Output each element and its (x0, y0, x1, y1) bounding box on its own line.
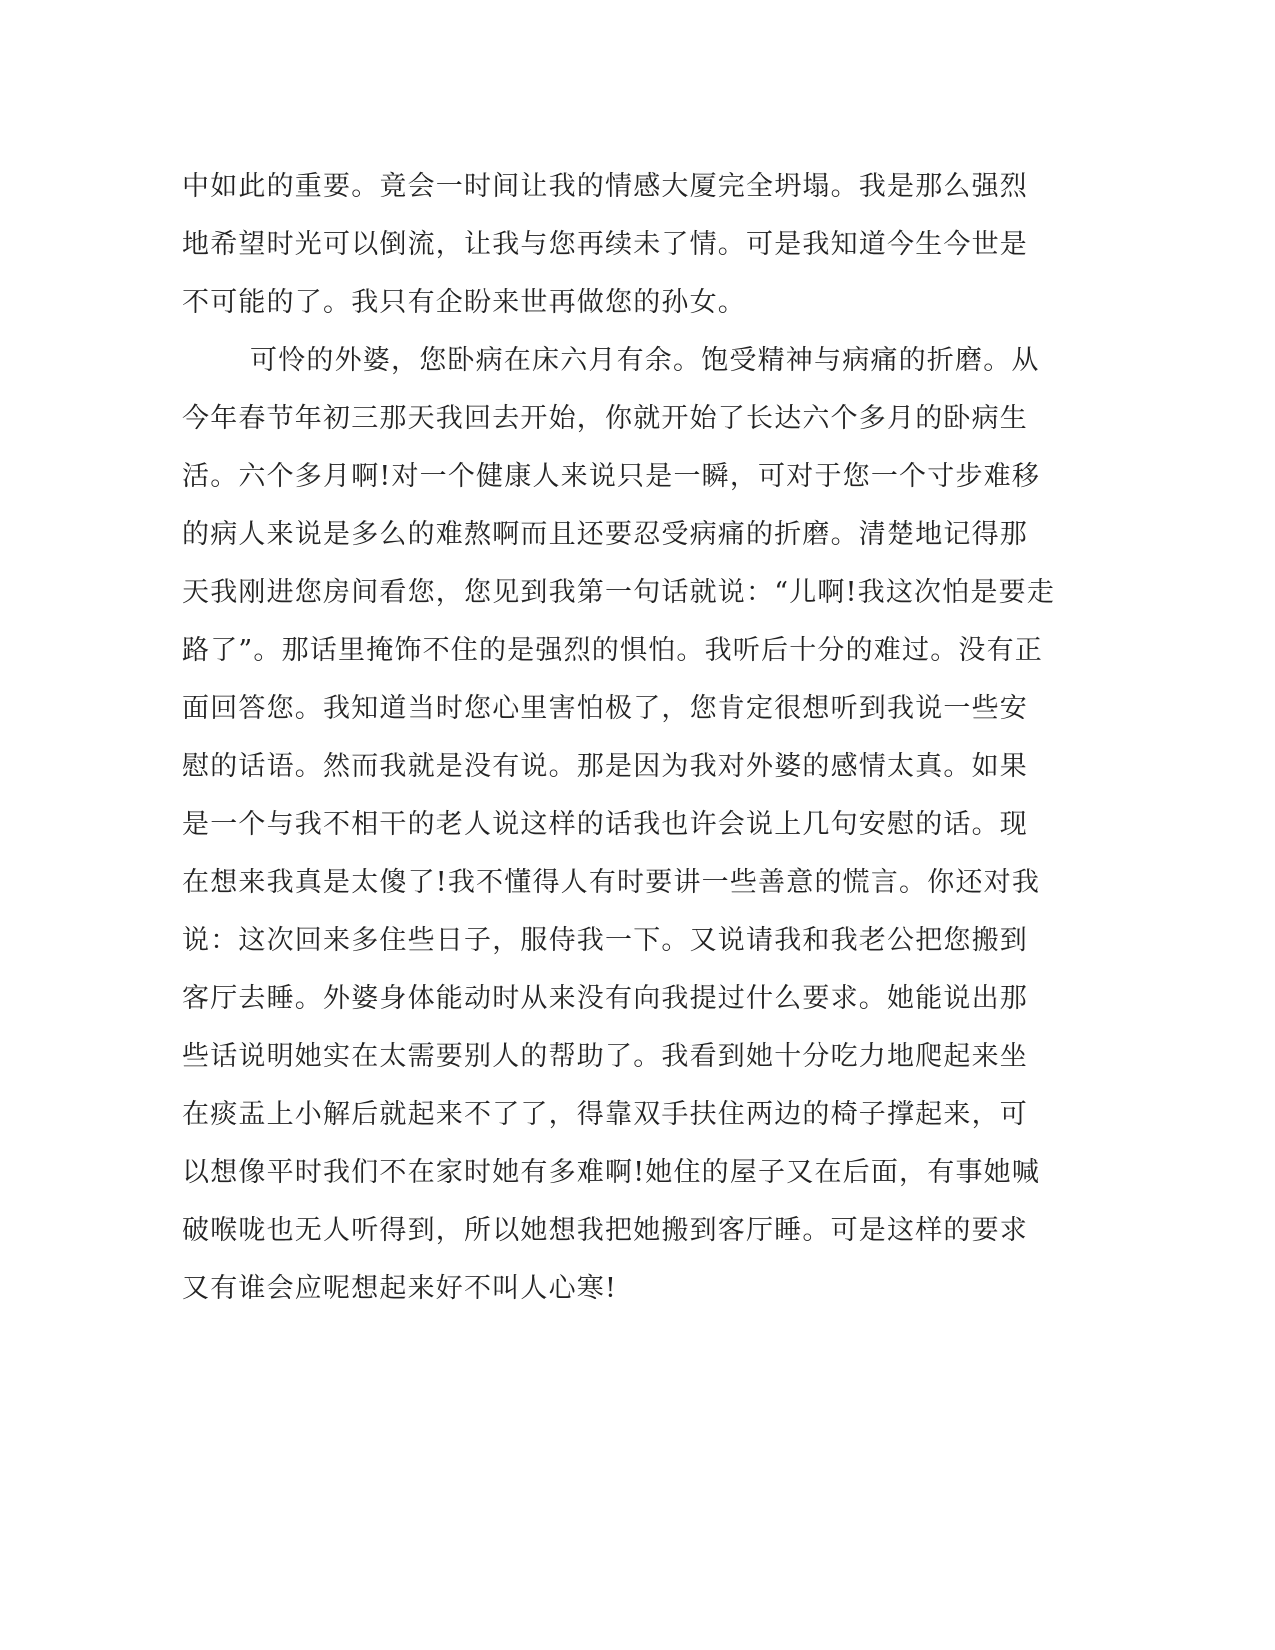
text-line: 地希望时光可以倒流，让我与您再续未了情。可是我知道今生今世是 (182, 229, 1028, 260)
text-line: 以想像平时我们不在家时她有多难啊!她住的屋子又在后面，有事她喊 (182, 1157, 1041, 1188)
text-line: 不可能的了。我只有企盼来世再做您的孙女。 (182, 287, 746, 318)
text-line: 活。六个多月啊!对一个健康人来说只是一瞬，可对于您一个寸步难移 (182, 461, 1041, 492)
text-line: 是一个与我不相干的老人说这样的话我也许会说上几句安慰的话。现 (182, 809, 1028, 840)
text-line: 中如此的重要。竟会一时间让我的情感大厦完全坍塌。我是那么强烈 (182, 171, 1028, 202)
text-line: 路了”。那话里掩饰不住的是强烈的惧怕。我听后十分的难过。没有正 (182, 635, 1044, 666)
text-line: 的病人来说是多么的难熬啊而且还要忍受病痛的折磨。清楚地记得那 (182, 519, 1028, 550)
text-line: 慰的话语。然而我就是没有说。那是因为我对外婆的感情太真。如果 (182, 751, 1028, 782)
text-line: 在想来我真是太傻了!我不懂得人有时要讲一些善意的慌言。你还对我 (182, 867, 1041, 898)
text-line: 客厅去睡。外婆身体能动时从来没有向我提过什么要求。她能说出那 (182, 983, 1028, 1014)
text-line: 面回答您。我知道当时您心里害怕极了，您肯定很想听到我说一些安 (182, 693, 1028, 724)
text-line: 在痰盂上小解后就起来不了了，得靠双手扶住两边的椅子撑起来，可 (182, 1099, 1028, 1130)
paragraph-first-line: 可怜的外婆，您卧病在床六月有余。饱受精神与病痛的折磨。从 (250, 345, 1040, 376)
text-line: 今年春节年初三那天我回去开始，你就开始了长达六个多月的卧病生 (182, 403, 1028, 434)
text-line: 说：这次回来多住些日子，服侍我一下。又说请我和我老公把您搬到 (182, 925, 1028, 956)
text-line: 又有谁会应呢想起来好不叫人心寒! (182, 1273, 618, 1304)
text-line: 天我刚进您房间看您，您见到我第一句话就说：“儿啊!我这次怕是要走 (182, 577, 1056, 608)
body-text (182, 158, 1056, 1318)
text-line: 些话说明她实在太需要别人的帮助了。我看到她十分吃力地爬起来坐 (182, 1041, 1028, 1072)
text-line: 破喉咙也无人听得到，所以她想我把她搬到客厅睡。可是这样的要求 (182, 1215, 1028, 1246)
